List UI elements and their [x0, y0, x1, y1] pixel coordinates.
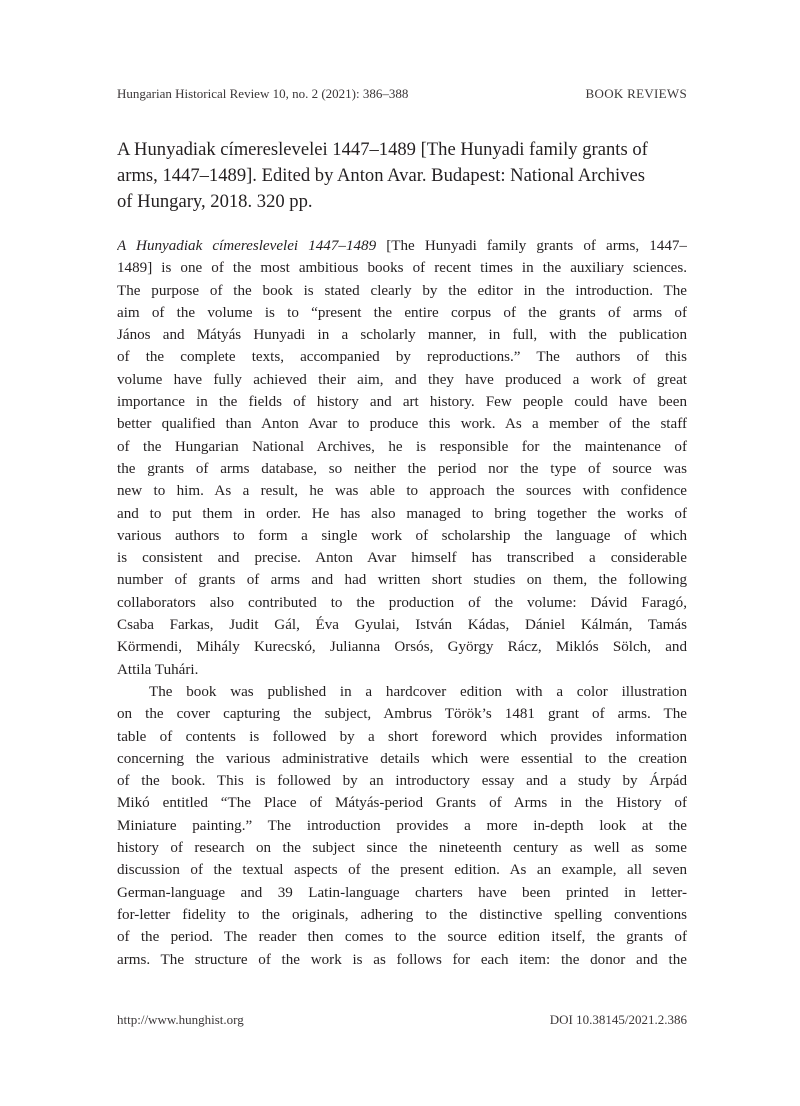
- body-line: volume have fully achieved their aim, and they have produced a work of great: [117, 371, 687, 388]
- body-line: various authors to form a single work of scholarship the language of which: [117, 527, 687, 544]
- body-line: of the book. This is followed by an introductory essay and a study by Árpád: [117, 773, 687, 790]
- body-line: Mikó entitled “The Place of Mátyás-period Grants of Arms in the History of: [117, 795, 687, 812]
- review-heading-line: of Hungary, 2018. 320 pp.: [117, 191, 313, 212]
- section-label: BOOK REVIEWS: [585, 86, 687, 101]
- body-line: on the cover capturing the subject, Ambrus Török’s 1481 grant of arms. The: [117, 706, 687, 723]
- body-line: The book was published in a hardcover edition with a color illustration: [149, 683, 687, 700]
- body-line: Csaba Farkas, Judit Gál, Éva Gyulai, István Kádas, Dániel Kálmán, Tamás: [117, 617, 687, 634]
- body-line: of the Hungarian National Archives, he is responsible for the maintenance of: [117, 438, 687, 455]
- body-line: [117, 235, 687, 257]
- body-line: arms. The structure of the work is as follows for each item: the donor and the: [117, 951, 687, 968]
- body-line: importance in the fields of history and art history. Few people could have been: [117, 394, 687, 411]
- body-line: new to him. As a result, he was able to approach the sources with confidence: [117, 483, 687, 500]
- body-line: of the period. The reader then comes to the source edition itself, the grants of: [117, 929, 687, 946]
- journal-url-link[interactable]: http://www.hunghist.org: [117, 1012, 244, 1027]
- body-line: of the complete texts, accompanied by reproductions.” The authors of this: [117, 349, 687, 366]
- body-line: Attila Tuhári.: [117, 661, 199, 678]
- body-line: and to put them in order. He has also managed to bring together the works of: [117, 505, 687, 522]
- review-body: [117, 235, 687, 971]
- body-line: collaborators also contributed to the production of the volume: Dávid Faragó,: [117, 594, 687, 611]
- body-line: The purpose of the book is stated clearly by the editor in the introduction. The: [117, 282, 687, 299]
- body-line: discussion of the textual aspects of the present edition. As an example, all seven: [117, 862, 687, 879]
- review-heading-line: A Hunyadiak címereslevelei 1447–1489 [The Hunyadi family grants of: [117, 139, 648, 160]
- doi-label: DOI 10.38145/2021.2.386: [549, 1012, 687, 1027]
- body-line-text: [The Hunyadi family grants of arms, 1447–: [376, 238, 687, 254]
- journal-citation: Hungarian Historical Review 10, no. 2 (2021): 386–388: [117, 86, 409, 101]
- body-line: János and Mátyás Hunyadi in a scholarly manner, in full, with the publication: [117, 327, 687, 344]
- body-line: is consistent and precise. Anton Avar himself has transcribed a considerable: [117, 550, 687, 567]
- body-line: better qualified than Anton Avar to produce this work. As a member of the staff: [117, 416, 687, 433]
- body-line: aim of the volume is to “present the entire corpus of the grants of arms of: [117, 304, 687, 321]
- review-heading: [117, 137, 687, 215]
- body-line: Miniature painting.” The introduction provides a more in-depth look at the: [117, 817, 687, 834]
- body-line: the grants of arms database, so neither the period nor the type of source was: [117, 460, 687, 477]
- body-line: table of contents is followed by a short foreword which provides information: [117, 728, 687, 745]
- review-heading-line: arms, 1447–1489]. Edited by Anton Avar. Budapest: National Archives: [117, 165, 645, 186]
- body-line: history of research on the subject since the nineteenth century as well as some: [117, 840, 687, 857]
- body-line: concerning the various administrative details which were essential to the creation: [117, 750, 687, 767]
- body-line: German-language and 39 Latin-language charters have been printed in letter-: [117, 884, 687, 901]
- body-line: 1489] is one of the most ambitious books of recent times in the auxiliary sciences.: [117, 260, 687, 277]
- book-title-italic: A Hunyadiak címereslevelei 1447–1489: [117, 238, 377, 254]
- body-line: for-letter fidelity to the originals, adhering to the distinctive spelling conventions: [117, 906, 687, 923]
- body-line: Körmendi, Mihály Kurecskó, Julianna Orsós, György Rácz, Miklós Sölch, and: [117, 639, 687, 656]
- body-line: number of grants of arms and had written short studies on them, the following: [117, 572, 687, 589]
